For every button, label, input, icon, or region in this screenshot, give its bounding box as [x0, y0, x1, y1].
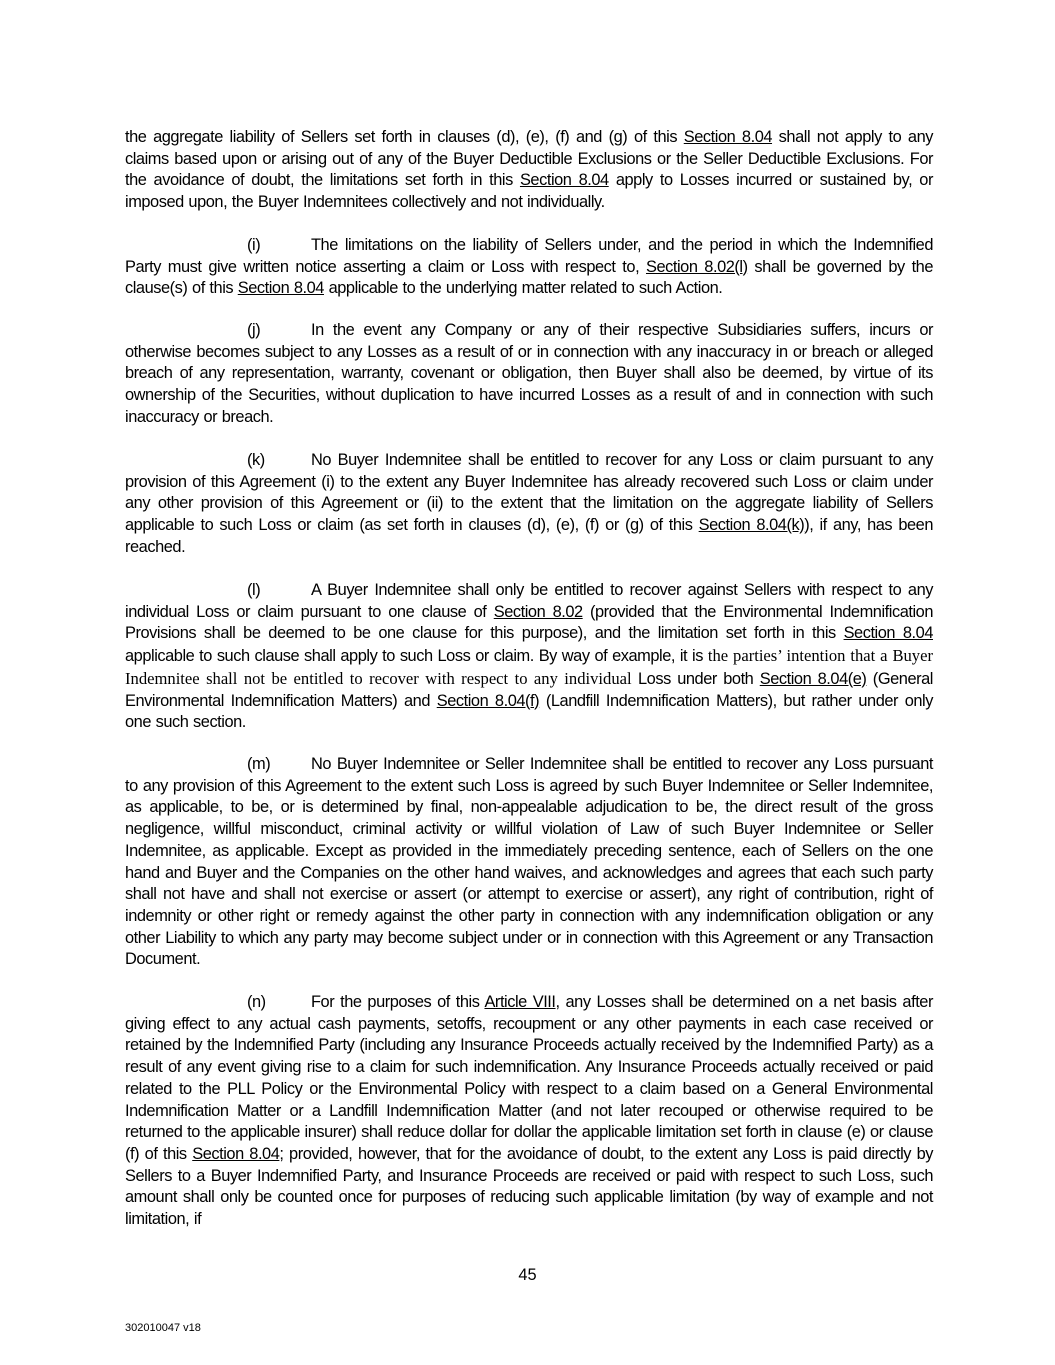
- article-reference: Article VIII: [484, 993, 556, 1011]
- clause-label: (k): [247, 451, 265, 469]
- clause-label: (j): [247, 321, 261, 339]
- paragraph-continuation: the aggregate liability of Sellers set forth in clauses (d), (e), (f) and (g) of this Section 8.04 shall not apply to any claims based upon or arising out of any of the Buyer Deductible Exclusions or the Seller Deductible Exclusions. For the avoidance of doubt, the limitations set forth in this Section 8.04 apply to Losses incurred or sustained by, or imposed upon, the Buyer Indemnitees collectively and not individually.: [125, 128, 933, 212]
- clause-label: (i): [247, 236, 261, 254]
- section-reference: Section 8.04: [237, 279, 324, 298]
- section-reference: Section 8.04(f): [436, 691, 540, 710]
- paragraph-j: (j) In the event any Company or any of their respective Subsidiaries suffers, incurs or otherwise becomes subject to any Losses as a result of or in connection with any inaccuracy in or breach or alleged breach of any representation, warranty, covenant or obligation, then Buyer shall also be deemed, by virtue of its ownership of the Securities, without duplication to have incurred Losses as a result of and in connection with such inaccuracy or breach.: [125, 321, 933, 426]
- section-reference: Section 8.04: [192, 1144, 280, 1163]
- clause-label: (m): [247, 755, 271, 773]
- clause-label: (l): [247, 581, 261, 599]
- document-id: 302010047 v18: [125, 1322, 201, 1334]
- page-number: 45: [518, 1266, 537, 1284]
- paragraph-n: (n) For the purposes of this Article VIII, any Losses shall be determined on a net basis after giving effect to any actual cash payments, setoffs, recoupment or any other payments in each case received or retained by the Indemnified Party (including any Insurance Proceeds actually received by the Indemnified Party) as a result of any event giving rise to a claim for such indemnification. Any Insurance Proceeds actually received or paid related to the PLL Policy or the Environmental Policy with respect to a claim based on a General Environmental Indemnification Matter or a Landfill Indemnification Matter (and not later recouped or otherwise required to be returned to the applicable insurer) shall reduce dollar for dollar the applicable limitation set forth in clause (e) or clause (f) of this Section 8.04; provided, however, that for the avoidance of doubt, to the extent any Loss is paid directly by Sellers to a Buyer Indemnified Party, and Insurance Proceeds are received or paid with respect to such Loss, such amount shall only be counted once for purposes of reducing such applicable limitation (by way of example and not limitation, if: [125, 993, 933, 1229]
- paragraph-m: (m) No Buyer Indemnitee or Seller Indemnitee shall be entitled to recover any Loss pursuant to any provision of this Agreement to the extent such Loss is agreed by such Buyer Indemnitee or Seller Indemnitee, as applicable, to be, or is determined by final, non-appealable adjudication to be, the direct result of the gross negligence, willful misconduct, criminal activity or willful violation of Law of such Buyer Indemnitee or Seller Indemnitee, as applicable. Except as provided in the immediately preceding sentence, each of Sellers on the one hand and Buyer and the Companies on the other hand waives, and acknowledges and agrees that each such party shall not have and shall not exercise or assert (or attempt to exercise or assert), any right of contribution, right of indemnity or other right or remedy against the other party in connection with any indemnification obligation or any other Liability to which any party may become subject under or in connection with this Agreement or any Transaction Document.: [125, 755, 933, 969]
- paragraph-i: (i) The limitations on the liability of Sellers under, and the period in which the Indemnified Party must give written notice asserting a claim or Loss with respect to, Section 8.02(l) shall be governed by the clause(s) of this Section 8.04 applicable to the underlying matter related to such Action.: [125, 236, 934, 298]
- section-reference: Section 8.02: [493, 602, 583, 621]
- section-reference: Section 8.04: [519, 171, 609, 190]
- section-reference: Section 8.04(k): [698, 516, 805, 535]
- section-reference: Section 8.04(e): [759, 669, 867, 688]
- clause-label: (n): [247, 993, 266, 1011]
- section-reference: Section 8.02(l): [645, 257, 748, 276]
- paragraph-k: (k) No Buyer Indemnitee shall be entitled to recover for any Loss or claim pursuant to any provision of this Agreement (i) to the extent any Buyer Indemnitee has already recovered such Loss or claim under any other provision of this Agreement or (ii) to the extent that the limitation on the aggregate liability of Sellers applicable to such Loss or claim (as set forth in clauses (d), (e), (f) or (g) of this Section 8.04(k)), if any, has been reached.: [125, 451, 933, 556]
- section-reference: Section 8.04: [843, 624, 933, 643]
- section-reference: Section 8.04: [683, 128, 773, 146]
- paragraph-l: (l) A Buyer Indemnitee shall only be entitled to recover against Sellers with respect to any individual Loss or claim pursuant to one clause of Section 8.02 (provided that the Environmental Indemnification Provisions shall be deemed to be one clause for this purpose), and the limitation set forth in this Section 8.04 applicable to such clause shall apply to such Loss or claim. By way of example, it is the parties’ intention that a Buyer Indemnitee shall not be entitled to recover with respect to any individual Loss under both Section 8.04(e) (General Environmental Indemnification Matters) and Section 8.04(f) (Landfill Indemnification Matters), but rather under only one such section.: [125, 581, 933, 732]
